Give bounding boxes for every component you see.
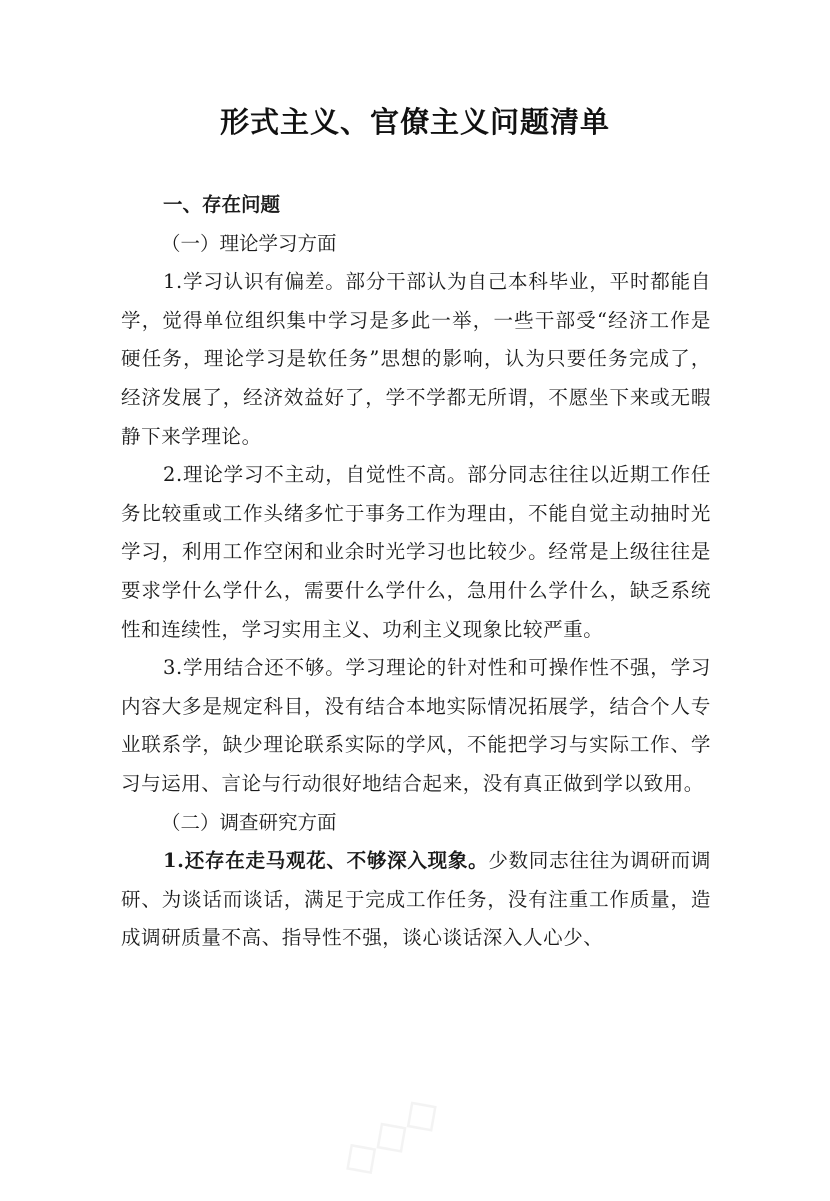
watermark-decoration: ◇◇◇ [328,1080,451,1190]
paragraph-theory-1: 1.学习认识有偏差。部分干部认为自己本科毕业，平时都能自学，觉得单位组织集中学习是多此一举，一些干部受“经济工作是硬任务，理论学习是软任务”思想的影响，认为只要任务完成了，经济发展了，经济效益好了，学不学都无所谓，不愿坐下来或无暇静下来学理论。 [121,270,711,448]
paragraph-research-1 [121,842,711,958]
paragraph-research-1-lead: 1.还存在走马观花、不够深入现象。 [163,849,489,873]
paragraph-research-1-text: 少数同志往往为调研而调研、为谈话而谈话，满足于完成工作任务，没有注重工作质量，造成调研质量不高、指导性不强，谈心谈话深入人心少、 [121,849,711,950]
subsection-heading-research: （二）调查研究方面 [161,810,337,834]
section-heading: 一、存在问题 [163,193,281,216]
paragraph-theory-2: 2.理论学习不主动，自觉性不高。部分同志往往以近期工作任务比较重或工作头绪多忙于事务工作为理由，不能自觉主动抽时光学习，利用工作空闲和业余时光学习也比较少。经常是上级往往是要求学什么学什么，需要什么学什么，急用什么学什么，缺乏系统性和连续性，学习实用主义、功利主义现象比较严重。 [121,463,711,641]
document-title: 形式主义、官僚主义问题清单 [219,105,610,139]
paragraph-theory-3: 3.学用结合还不够。学习理论的针对性和可操作性不强，学习内容大多是规定科目，没有结合本地实际情况拓展学，结合个人专业联系学，缺少理论联系实际的学风，不能把学习与实际工作、学习与运用、言论与行动很好地结合起来，没有真正做到学以致用。 [121,656,711,795]
subsection-heading-theory-study: （一）理论学习方面 [161,231,337,255]
document-body [121,186,711,958]
